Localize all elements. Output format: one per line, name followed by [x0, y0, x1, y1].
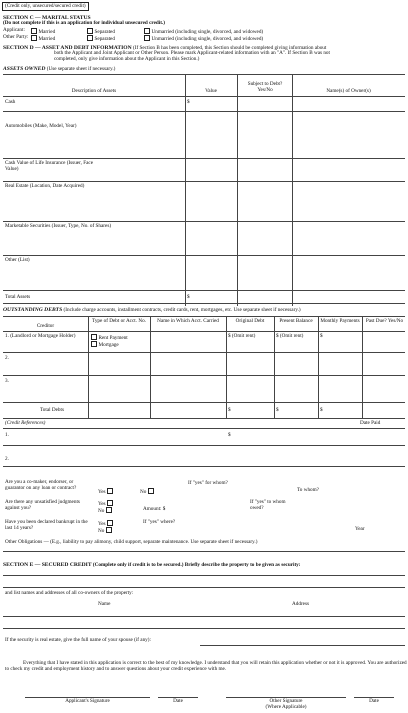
- applicant-label: Applicant:: [3, 27, 25, 33]
- debt-header-original: Original Debt: [235, 318, 265, 324]
- dollar-sign: $: [320, 333, 323, 339]
- judgments-to-whom-owed: If "yes" to whom owed?: [250, 499, 286, 511]
- checkbox-icon: [31, 28, 37, 34]
- total-debts-label: Total Debts: [40, 407, 64, 413]
- asset-row-life-insurance: Cash Value of Life Insurance (Issuer, Face Value): [5, 160, 93, 172]
- section-d-heading: SECTION D — ASSET AND DEBT INFORMATION (If Section B has been completed, this Section should be completed giving information about: [3, 45, 327, 51]
- debt-header-balance: Present Balance: [279, 318, 313, 324]
- other-unmarried-option[interactable]: Unmarried (including single, divorced, and widowed): [144, 35, 263, 43]
- applicant-signature-label: Applicant's Signature: [65, 698, 110, 704]
- assets-col-divider: [185, 74, 186, 306]
- section-e-co-owners: and list names and addresses of all co-owners of the property:: [5, 590, 134, 596]
- section-c-note: (Do not complete if this is an application for individual unsecured credit.): [3, 20, 165, 26]
- bankrupt-year: Year: [355, 526, 365, 532]
- dollar-sign: $: [187, 99, 190, 105]
- other-signature-sub: (Where Applicable): [265, 704, 307, 710]
- other-signature-label: Other Signature: [269, 698, 303, 704]
- co-maker-no[interactable]: No: [140, 488, 155, 496]
- section-d-intro-2: both the Applicant and Joint Applicant or Other Person. Please mark Applicant-related information with an "A". If Section B was not: [54, 50, 330, 56]
- date-label: Date: [369, 698, 379, 704]
- asset-row-securities: Marketable Securities (Issuer, Type, No. of Shares): [5, 223, 112, 229]
- other-party-label: Other Party:: [3, 34, 29, 40]
- bankrupt-no[interactable]: No: [98, 527, 113, 535]
- mortgage-option[interactable]: Mortgage: [91, 341, 119, 349]
- checkbox-icon: [87, 35, 93, 41]
- date-paid-label: Date Paid: [360, 420, 381, 426]
- bankrupt-yes[interactable]: Yes: [98, 520, 114, 528]
- credit-references-label: (Credit References): [5, 420, 46, 426]
- bankrupt-where: If "yes" where?: [143, 519, 176, 525]
- co-maker-yes[interactable]: Yes: [98, 488, 114, 496]
- assets-table-top: [3, 74, 405, 75]
- applicant-unmarried-option[interactable]: Unmarried (including single, divorced, and widowed): [144, 28, 263, 36]
- debt-header-past-due: Past Due? Yes/No: [365, 318, 404, 324]
- debts-header-bottom: [3, 331, 405, 332]
- assets-owned-title: ASSETS OWNED (Use separate sheet if necessary.): [3, 66, 116, 72]
- checkbox-icon: [106, 527, 112, 533]
- judgments-amount: Amount: $: [143, 506, 166, 512]
- checkbox-icon: [106, 507, 112, 513]
- asset-row-other: Other (List): [5, 257, 30, 263]
- other-obligations: Other Obligations — (E.g., liability to pay alimony, child support, separate maintenance. Use separate sheet if necessary.): [5, 539, 258, 545]
- dollar-sign: $: [276, 407, 279, 413]
- checkbox-icon: [107, 500, 113, 506]
- rent-payment-option[interactable]: Rent Payment: [91, 334, 128, 342]
- assets-col-divider: [237, 74, 238, 306]
- asset-row-real-estate: Real Estate (Location, Date Acquired): [5, 183, 85, 189]
- co-owner-address-label: Address: [292, 601, 310, 607]
- debt-header-type: Type of Debt or Acct. No.: [92, 318, 146, 324]
- omit-rent-balance: $ (Omit rent): [276, 333, 304, 339]
- section-e-heading: SECTION E — SECURED CREDIT (Complete only if credit is to be secured.) Briefly describe the property to be given as security:: [3, 562, 301, 568]
- co-owner-name-label: Name: [98, 601, 111, 607]
- asset-header-value: Value: [205, 88, 217, 94]
- question-judgments: Are there any unsatisfied judgments against you?: [5, 499, 80, 511]
- credit-ref-1: 1.: [5, 432, 9, 438]
- certification-text: Everything that I have stated in this application is correct to the best of my knowledge. I understand that you will retain this application whether or not it is approved. You are authorized to check my credit and employment history and to answer questions about your credit experience with me.: [5, 660, 407, 672]
- co-maker-to-whom: To whom?: [297, 487, 319, 493]
- debt-row-2: 2.: [5, 355, 9, 361]
- asset-header-subject-to-debt: Subject to Debt? Yes/No: [247, 81, 283, 93]
- date-label: Date: [173, 698, 183, 704]
- checkbox-icon: [148, 488, 154, 494]
- co-maker-for-whom: If "yes" for whom?: [188, 480, 228, 486]
- credit-ref-2: 2.: [5, 456, 9, 462]
- debt-row-1-label: 1. (Landlord or Mortgage Holder): [5, 333, 76, 339]
- checkbox-icon: [91, 341, 97, 347]
- debt-header-monthly: Monthly Payments: [320, 318, 360, 324]
- dollar-sign: $: [320, 407, 323, 413]
- section-d-intro-3: completed, only give information about the Applicant in this Section.): [54, 56, 200, 62]
- asset-row-automobiles: Automobiles (Make, Model, Year): [5, 123, 77, 129]
- checkbox-icon: [107, 488, 113, 494]
- checkbox-icon: [91, 334, 97, 340]
- omit-rent-original: $ (Omit rent): [228, 333, 256, 339]
- dollar-sign: $: [228, 407, 231, 413]
- assets-col-divider: [292, 74, 293, 306]
- applicant-married-option[interactable]: Married: [31, 28, 55, 36]
- applicant-separated-option[interactable]: Separated: [87, 28, 115, 36]
- outstanding-debts-title: OUTSTANDING DEBTS (Include charge accounts, installment contracts, credit cards, rent, mortgages, etc. Use separate sheet if necessary.): [3, 307, 301, 313]
- asset-header-owners: Name(s) of Owner(s): [326, 88, 371, 94]
- other-separated-option[interactable]: Separated: [87, 35, 115, 43]
- question-bankrupt: Have you been declared bankrupt in the last 14 years?: [5, 519, 88, 531]
- asset-row-cash: Cash: [5, 99, 16, 105]
- other-married-option[interactable]: Married: [31, 35, 55, 43]
- dollar-sign: $: [228, 432, 231, 438]
- debt-row-3: 3.: [5, 378, 9, 384]
- asset-row-total: Total Assets: [5, 294, 31, 300]
- section-e-spouse: If the security is real estate, give the full name of your spouse (if any):: [5, 637, 151, 643]
- debts-table-top: [3, 316, 405, 317]
- checkbox-icon: [87, 28, 93, 34]
- debt-header-name: Name in Which Acct. Carried: [157, 318, 219, 324]
- checkbox-icon: [144, 28, 150, 34]
- credit-type-stamp: (Credit only, unsecured/secured credit): [2, 2, 89, 11]
- checkbox-icon: [144, 35, 150, 41]
- checkbox-icon: [31, 35, 37, 41]
- assets-header-bottom: [3, 96, 405, 97]
- judgments-yes[interactable]: Yes: [98, 500, 114, 508]
- question-co-maker: Are you a co-maker, endorser, or guarantor on any loan or contract?: [5, 479, 77, 491]
- checkbox-icon: [107, 520, 113, 526]
- debt-header-creditor: Creditor: [36, 323, 55, 329]
- asset-header-description: Description of Assets: [71, 88, 117, 94]
- judgments-no[interactable]: No: [98, 507, 113, 515]
- dollar-sign: $: [187, 294, 190, 300]
- section-c-title: SECTION C — MARITAL STATUS: [3, 15, 91, 21]
